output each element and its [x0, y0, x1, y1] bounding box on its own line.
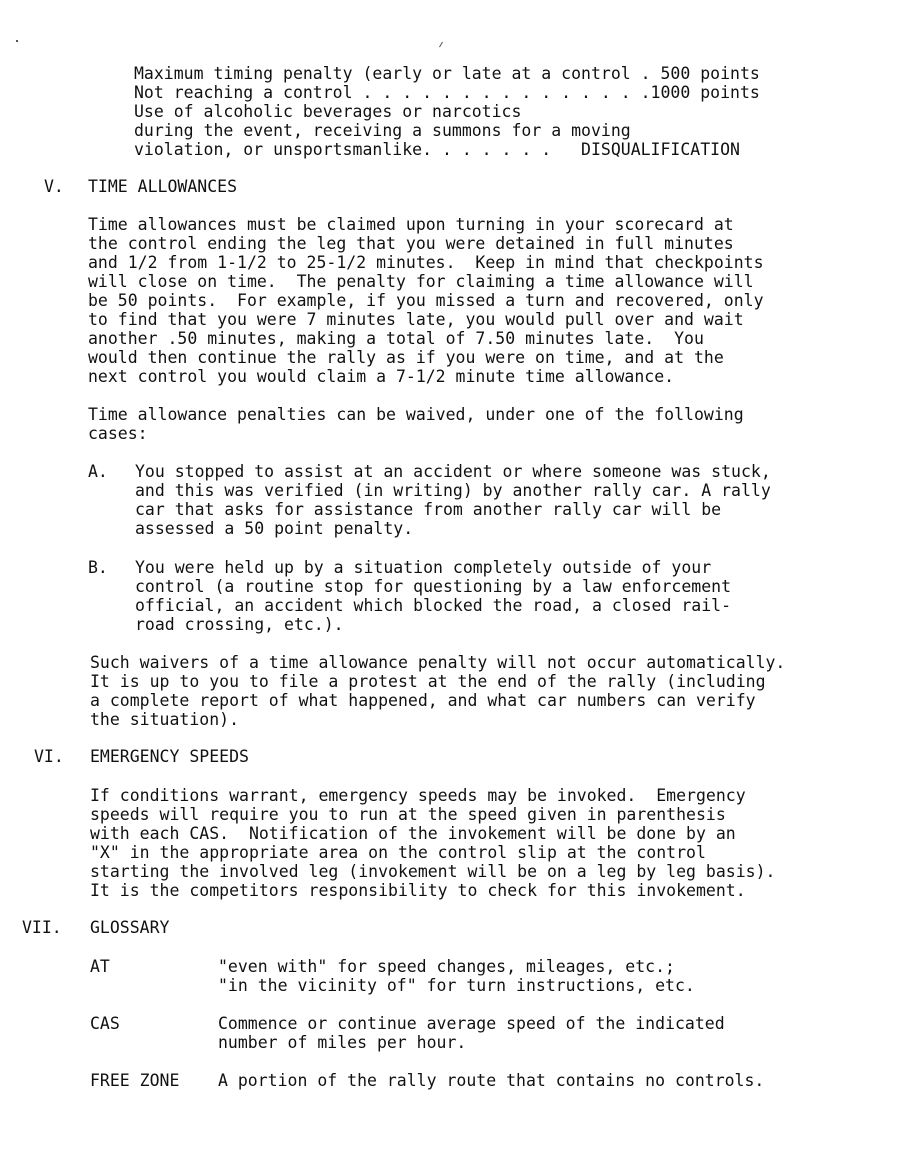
case-line: road crossing, etc.). — [135, 615, 344, 634]
case-line: car that asks for assistance from another rally car will be — [135, 500, 722, 519]
paragraph-line: speeds will require you to run at the speed given in parenthesis — [90, 805, 726, 824]
glossary-term: CAS — [90, 1014, 120, 1033]
paragraph-line: with each CAS. Notification of the invokement will be done by an — [90, 824, 736, 843]
case-line: and this was verified (in writing) by another rally car. A rally — [135, 481, 771, 500]
glossary-definition: number of miles per hour. — [218, 1033, 467, 1052]
paragraph-line: Time allowances must be claimed upon turning in your scorecard at — [88, 215, 734, 234]
paragraph-line: the control ending the leg that you were detained in full minutes — [88, 234, 734, 253]
section-heading: EMERGENCY SPEEDS — [90, 747, 249, 766]
paragraph-line: the situation). — [90, 710, 240, 729]
paragraph-line: cases: — [88, 424, 148, 443]
glossary-definition: Commence or continue average speed of the indicated — [218, 1014, 725, 1033]
paragraph-line: will close on time. The penalty for claiming a time allowance will — [88, 272, 754, 291]
case-line: You stopped to assist at an accident or where someone was stuck, — [135, 462, 771, 481]
paragraph-line: and 1/2 from 1-1/2 to 25-1/2 minutes. Keep in mind that checkpoints — [88, 253, 764, 272]
glossary-term: FREE ZONE — [90, 1071, 180, 1090]
penalty-line: Use of alcoholic beverages or narcotics — [134, 102, 522, 121]
penalty-line: Not reaching a control . . . . . . . . . . . . . . .1000 points — [134, 83, 760, 102]
scan-speck — [439, 42, 443, 48]
glossary-definition: "even with" for speed changes, mileages, etc.; — [218, 957, 675, 976]
penalty-line: Maximum timing penalty (early or late at a control . 500 points — [134, 64, 760, 83]
paragraph-line: Such waivers of a time allowance penalty will not occur automatically. — [90, 653, 786, 672]
paragraph-line: It is up to you to file a protest at the end of the rally (including — [90, 672, 766, 691]
section-heading: TIME ALLOWANCES — [88, 177, 238, 196]
glossary-definition: "in the vicinity of" for turn instructions, etc. — [218, 976, 695, 995]
paragraph-line: be 50 points. For example, if you missed a turn and recovered, only — [88, 291, 764, 310]
section-numeral: VI. — [34, 747, 64, 766]
paragraph-line: would then continue the rally as if you were on time, and at the — [88, 348, 724, 367]
penalty-line: during the event, receiving a summons for a moving — [134, 121, 631, 140]
section-heading: GLOSSARY — [90, 918, 170, 937]
scan-speck — [16, 40, 18, 42]
section-numeral: VII. — [22, 918, 62, 937]
case-line: You were held up by a situation completely outside of your — [135, 558, 712, 577]
paragraph-line: starting the involved leg (invokement will be on a leg by leg basis). — [90, 862, 776, 881]
paragraph-line: If conditions warrant, emergency speeds may be invoked. Emergency — [90, 786, 746, 805]
glossary-definition: A portion of the rally route that contains no controls. — [218, 1071, 765, 1090]
case-line: official, an accident which blocked the road, a closed rail- — [135, 596, 732, 615]
glossary-term: AT — [90, 957, 110, 976]
paragraph-line: to find that you were 7 minutes late, you would pull over and wait — [88, 310, 744, 329]
case-line: control (a routine stop for questioning by a law enforcement — [135, 577, 732, 596]
paragraph-line: "X" in the appropriate area on the control slip at the control — [90, 843, 706, 862]
penalty-line: violation, or unsportsmanlike. . . . . . . DISQUALIFICATION — [134, 140, 740, 159]
case-label: A. — [88, 462, 108, 481]
section-numeral: V. — [44, 177, 64, 196]
paragraph-line: next control you would claim a 7-1/2 minute time allowance. — [88, 367, 675, 386]
paragraph-line: a complete report of what happened, and what car numbers can verify — [90, 691, 756, 710]
case-label: B. — [88, 558, 108, 577]
paragraph-line: Time allowance penalties can be waived, under one of the following — [88, 405, 744, 424]
paragraph-line: another .50 minutes, making a total of 7.50 minutes late. You — [88, 329, 704, 348]
paragraph-line: It is the competitors responsibility to check for this invokement. — [90, 881, 746, 900]
case-line: assessed a 50 point penalty. — [135, 519, 414, 538]
